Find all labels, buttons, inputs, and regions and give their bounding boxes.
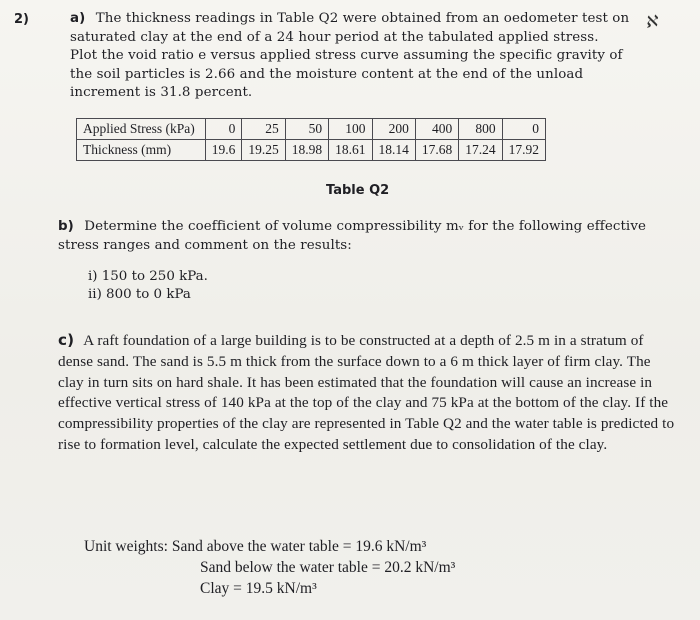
table-cell: 18.98 bbox=[285, 140, 328, 161]
table-cell: 25 bbox=[242, 119, 285, 140]
part-a-text: The thickness readings in Table Q2 were obtained from an oedometer test on saturated clay at the end of a 24 hour period at the tabulated applied stress. Plot the void ratio e versus applied stress curve assuming the specific gravity of the soil particles is 2.66 and the moisture content at the end of the unload increment is 31.8 percent. bbox=[70, 11, 630, 101]
unit-weights-heading: Unit weights: bbox=[84, 538, 168, 555]
table-row-thickness bbox=[77, 140, 546, 161]
unit-weights-row-1 bbox=[84, 536, 455, 557]
question-number: 2) bbox=[14, 12, 29, 27]
part-c-paragraph bbox=[58, 330, 678, 456]
handwritten-mark: ℵ bbox=[643, 11, 659, 32]
table-cell: 17.68 bbox=[415, 140, 458, 161]
table-cell: 100 bbox=[329, 119, 372, 140]
table-q2 bbox=[76, 118, 546, 161]
part-c-label: c) bbox=[58, 331, 75, 349]
table-cell: 17.24 bbox=[459, 140, 502, 161]
part-c-text: A raft foundation of a large building is to be constructed at a depth of 2.5 m in a stratum of dense sand. The sand is 5.5 m thick from the surface down to a 6 m thick layer of firm clay. The clay in turn sits on hard shale. It has been estimated that the foundation will cause an increase in effective vertical stress of 140 kPa at the top of the clay and 75 kPa at the bottom of the clay. If the compressibility properties of the clay are represented in Table Q2 and the water table is predicted to rise to formation level, calculate the expected settlement due to consolidation of the clay. bbox=[58, 332, 675, 453]
part-b-label: b) bbox=[58, 219, 74, 234]
table-cell: 0 bbox=[502, 119, 545, 140]
list-item: ii) 800 to 0 kPa bbox=[88, 287, 191, 302]
table-row-stress bbox=[77, 119, 546, 140]
part-b-text: Determine the coefficient of volume compressibility mᵥ for the following effective stress ranges and comment on the results: bbox=[58, 219, 647, 253]
table-cell: 50 bbox=[285, 119, 328, 140]
table-cell: 800 bbox=[459, 119, 502, 140]
unit-weights bbox=[84, 536, 455, 599]
unit-weight-line: Clay = 19.5 kN/m³ bbox=[200, 580, 317, 597]
table-row-label: Thickness (mm) bbox=[77, 140, 206, 161]
unit-weight-line: Sand above the water table = 19.6 kN/m³ bbox=[171, 538, 427, 555]
part-a-paragraph bbox=[70, 10, 630, 103]
table-cell: 19.25 bbox=[242, 140, 285, 161]
table-cell: 0 bbox=[205, 119, 242, 140]
part-b-list bbox=[88, 268, 208, 304]
table-cell: 19.6 bbox=[205, 140, 242, 161]
table-cell: 18.61 bbox=[329, 140, 372, 161]
table-cell: 17.92 bbox=[502, 140, 545, 161]
table-cell: 18.14 bbox=[372, 140, 415, 161]
table-row-label: Applied Stress (kPa) bbox=[77, 119, 206, 140]
part-b-paragraph bbox=[58, 218, 658, 255]
table-cell: 400 bbox=[415, 119, 458, 140]
list-item: i) 150 to 250 kPa. bbox=[88, 269, 208, 284]
table-caption: Table Q2 bbox=[326, 183, 390, 198]
unit-weight-line: Sand below the water table = 20.2 kN/m³ bbox=[200, 559, 456, 576]
table-cell: 200 bbox=[372, 119, 415, 140]
part-a-label: a) bbox=[70, 11, 86, 26]
